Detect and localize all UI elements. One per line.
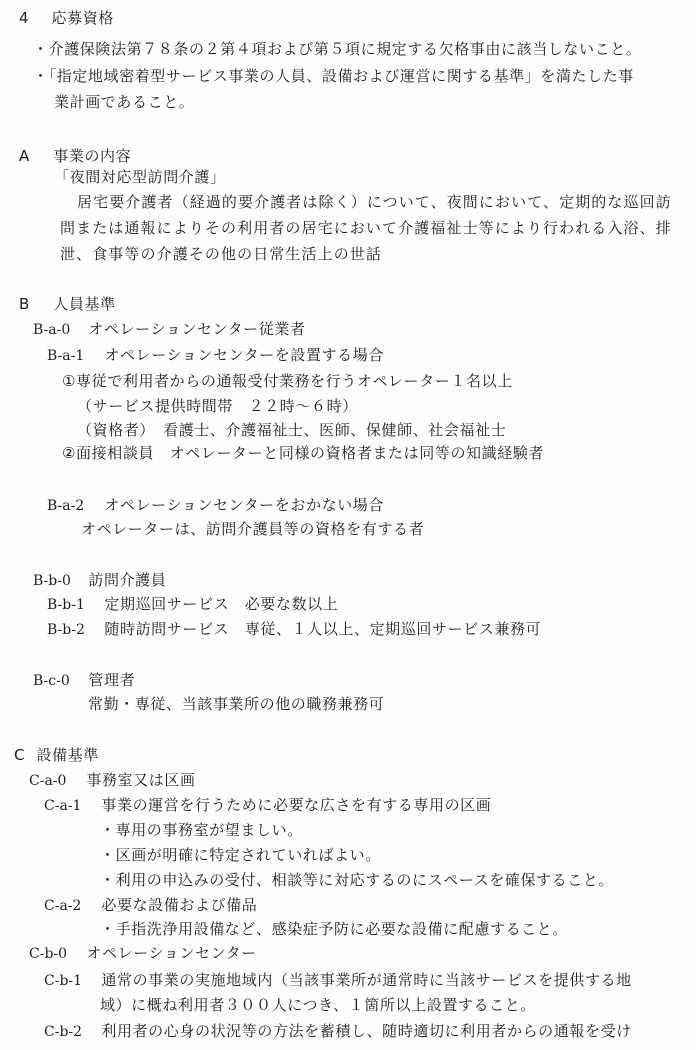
item-b-c-0-text: 管理者 [88, 671, 136, 689]
section-c-heading [14, 745, 99, 765]
item-c-a-0-text: 事務室又は区画 [86, 771, 196, 789]
section-4-title: 応募資格 [51, 9, 114, 27]
item-b-a-1-code: B-a-1 [47, 348, 85, 364]
item-b-a-2 [47, 495, 384, 516]
item-c-b-2-text: 利用者の心身の状況等の方法を蓄積し、随時適切に利用者からの通報を受け [101, 1022, 632, 1040]
section-a-title: 事業の内容 [53, 147, 132, 165]
section-c-title: 設備基準 [36, 746, 99, 764]
item-b-a-1-text: オペレーションセンターを設置する場合 [104, 346, 384, 364]
item-b-c-0 [33, 670, 135, 691]
qualified-persons: （資格者） 看護士、介護福祉士、医師、保健師、社会福祉士 [77, 421, 507, 439]
item-b-b-2-text: 随時訪問サービス 専従、１人以上、定期巡回サービス兼務可 [104, 620, 542, 638]
item-c-b-0-code: C-b-0 [29, 946, 68, 962]
item-c-b-2-code: C-b-2 [44, 1024, 83, 1040]
item-c-b-1 [44, 970, 632, 991]
item-b-b-1 [47, 594, 338, 615]
item-c-b-0-text: オペレーションセンター [86, 944, 257, 962]
item-c-a-1-bullet-1: ・専用の事務室が望ましい。 [100, 821, 303, 839]
item-b-c-0-detail: 常勤・専従、当該事業所の他の職務兼務可 [88, 695, 385, 713]
item-c-a-1-code: C-a-1 [44, 798, 82, 814]
item-c-a-2 [44, 895, 257, 916]
service-description-line-3: 泄、食事等の介護その他の日常生活上の世話 [60, 245, 383, 263]
item-b-a-0 [33, 319, 306, 340]
item-b-a-0-code: B-a-0 [33, 322, 71, 338]
item-c-a-1 [44, 795, 491, 816]
item-c-b-0 [29, 943, 257, 964]
interview-counselor: ②面接相談員 オペレーターと同様の資格者または同等の知識経験者 [62, 444, 545, 462]
item-b-b-0-code: B-b-0 [33, 573, 71, 589]
service-description-line-1: 居宅要介護者（経過的要介護者は除く）について、夜間において、定期的な巡回訪 [77, 193, 672, 211]
item-b-a-0-text: オペレーションセンター従業者 [88, 320, 306, 338]
item-c-a-1-text: 事業の運営を行うために必要な広さを有する専用の区画 [101, 796, 492, 814]
item-b-a-2-code: B-a-2 [47, 498, 85, 514]
item-b-b-1-text: 定期巡回サービス 必要な数以上 [104, 595, 339, 613]
item-c-b-1-text: 通常の事業の実施地域内（当該事業所が通常時に当該サービスを提供する地 [101, 971, 632, 989]
item-c-a-2-text: 必要な設備および備品 [101, 896, 258, 914]
item-c-b-1-cont: 域）に概ね利用者３００人につき、１箇所以上設置すること。 [100, 996, 536, 1014]
item-b-b-2-code: B-b-2 [47, 622, 85, 638]
section-4-number: 4 [19, 9, 30, 27]
section-c-letter: C [14, 746, 26, 764]
section-4-bullet-1: ・介護保険法第７８条の２第４項および第５項に規定する欠格事由に該当しないこと。 [33, 40, 642, 58]
operator-requirement: ①専従で利用者からの通報受付業務を行うオペレーター１名以上 [62, 372, 513, 390]
section-b-heading [19, 294, 116, 314]
item-b-a-2-detail: オペレーターは、訪問介護員等の資格を有する者 [81, 520, 425, 538]
service-hours: （サービス提供時間帯 ２２時～６時） [77, 397, 358, 415]
item-b-b-0 [33, 570, 166, 591]
service-description-line-2: 問または通報によりその利用者の居宅において介護福祉士等により行われる入浴、排 [60, 219, 672, 237]
item-c-a-1-bullet-2: ・区画が明確に特定されていればよい。 [100, 846, 381, 864]
item-b-c-0-code: B-c-0 [33, 673, 70, 689]
item-b-a-2-text: オペレーションセンターをおかない場合 [104, 496, 384, 514]
section-b-letter: B [19, 295, 30, 313]
section-a-heading [19, 146, 131, 166]
item-c-b-1-code: C-b-1 [44, 973, 83, 989]
item-b-b-0-text: 訪問介護員 [88, 571, 167, 589]
section-a-letter: A [19, 147, 30, 165]
section-4-bullet-2-cont: 業計画であること。 [54, 93, 195, 111]
item-c-a-2-bullet-1: ・手指洗浄用設備など、感染症予防に必要な設備に配慮すること。 [100, 920, 569, 938]
item-c-a-2-code: C-a-2 [44, 898, 82, 914]
item-c-a-0 [29, 770, 196, 791]
service-title: 「夜間対応型訪問介護」 [54, 168, 226, 186]
section-b-title: 人員基準 [53, 295, 116, 313]
item-b-b-2 [47, 619, 541, 640]
item-c-a-0-code: C-a-0 [29, 773, 67, 789]
item-b-a-1 [47, 345, 384, 366]
item-c-a-1-bullet-3: ・利用の申込みの受付、相談等に対応するのにスペースを確保すること。 [100, 871, 615, 889]
section-4-heading [19, 8, 114, 28]
section-4-bullet-2: ・「指定地域密着型サービス事業の人員、設備および運営に関する基準」を満たした事 [33, 67, 634, 85]
item-b-b-1-code: B-b-1 [47, 597, 85, 613]
item-c-b-2 [44, 1021, 632, 1042]
